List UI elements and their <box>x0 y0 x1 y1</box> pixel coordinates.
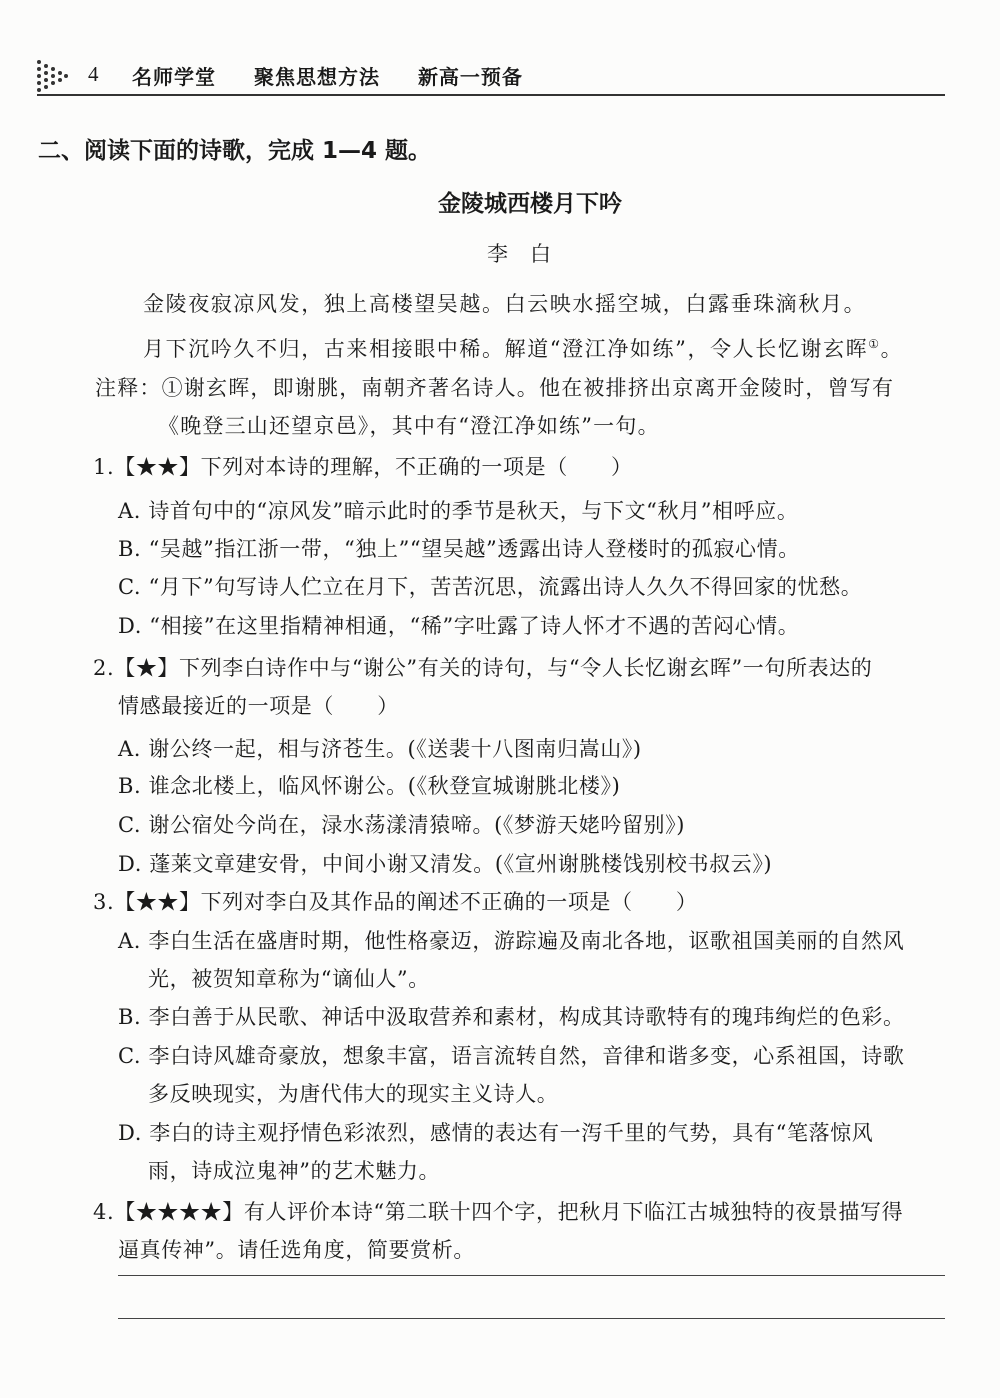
poem-line: 月下沉吟久不归，古来相接眼中稀。解道“澄江净如练”，令人长忆谢玄晖①。 <box>143 337 904 361</box>
answer-option[interactable]: B. 谁念北楼上，临风怀谢公。(《秋登宣城谢朓北楼》) <box>118 774 621 798</box>
footnote-marker: ① <box>868 337 881 351</box>
poem-title: 金陵城西楼月下吟 <box>438 191 622 217</box>
question-stem: 3.【★★】下列对李白及其作品的阐述不正确的一项是（ ） <box>93 890 698 914</box>
answer-line <box>118 1318 945 1319</box>
answer-option[interactable]: B. “吴越”指江浙一带，“独上”“望吴越”透露出诗人登楼时的孤寂心情。 <box>118 537 800 561</box>
answer-option[interactable]: B. 李白善于从民歌、神话中汲取营养和素材，构成其诗歌特有的瑰玮绚烂的色彩。 <box>118 1005 905 1029</box>
answer-option[interactable]: C. 谢公宿处今尚在，渌水荡漾清猿啼。(《梦游天姥吟留别》) <box>118 813 686 837</box>
dots-logo-icon <box>37 60 67 94</box>
question-stem: 4.【★★★★】有人评价本诗“第二联十四个字，把秋月下临江古城独特的夜景描写得 <box>93 1200 904 1224</box>
header-title <box>132 61 541 90</box>
answer-option[interactable]: A. 诗首句中的“凉风发”暗示此时的季节是秋天，与下文“秋月”相呼应。 <box>118 499 799 523</box>
poem-author: 李白 <box>487 242 573 266</box>
answer-option[interactable]: A. 谢公终一起，相与济苍生。(《送裴十八图南归嵩山》) <box>118 737 642 761</box>
poem-note: 《晚登三山还望京邑》，其中有“澄江净如练”一句。 <box>158 414 660 438</box>
answer-option[interactable]: C. 李白诗风雄奇豪放，想象丰富，语言流转自然，音律和谐多变，心系祖国，诗歌 <box>118 1044 905 1068</box>
question-stem: 情感最接近的一项是（ ） <box>118 694 399 718</box>
page-number: 4 <box>88 62 99 86</box>
poem-note: 注释：①谢玄晖，即谢朓，南朝齐著名诗人。他在被排挤出京离开金陵时，曾写有 <box>95 376 895 400</box>
header-title-part: 聚焦思想方法 <box>253 65 380 89</box>
answer-option[interactable]: D. 蓬莱文章建安骨，中间小谢又清发。(《宣州谢朓楼饯别校书叔云》) <box>118 852 773 876</box>
header-title-part: 新高一预备 <box>417 65 523 89</box>
header-rule <box>37 94 945 96</box>
answer-option[interactable]: 光，被贺知章称为“谪仙人”。 <box>148 967 430 991</box>
poem-line: 金陵夜寂凉风发，独上高楼望吴越。白云映水摇空城，白露垂珠滴秋月。 <box>143 292 867 316</box>
answer-option[interactable]: D. “相接”在这里指精神相通，“稀”字吐露了诗人怀才不遇的苦闷心情。 <box>118 614 800 638</box>
poem-line-text: 月下沉吟久不归，古来相接眼中稀。解道“澄江净如练”，令人长忆谢玄晖 <box>143 337 869 361</box>
answer-option[interactable]: 多反映现实，为唐代伟大的现实主义诗人。 <box>148 1082 559 1106</box>
answer-line <box>118 1275 945 1276</box>
question-stem: 逼真传神”。请任选角度，简要赏析。 <box>118 1238 475 1262</box>
answer-option[interactable]: 雨，诗成泣鬼神”的艺术魅力。 <box>148 1159 441 1183</box>
header-title-part: 名师学堂 <box>132 65 216 89</box>
section-heading: 二、阅读下面的诗歌，完成 1—4 题。 <box>38 138 432 164</box>
page-header <box>0 48 1000 98</box>
question-stem: 1.【★★】下列对本诗的理解，不正确的一项是（ ） <box>93 455 633 479</box>
answer-option[interactable]: A. 李白生活在盛唐时期，他性格豪迈，游踪遍及南北各地，讴歌祖国美丽的自然风 <box>118 929 905 953</box>
answer-option[interactable]: C. “月下”句写诗人伫立在月下，苦苦沉思，流露出诗人久久不得回家的忧愁。 <box>118 575 863 599</box>
answer-option[interactable]: D. 李白的诗主观抒情色彩浓烈，感情的表达有一泻千里的气势，具有“笔落惊风 <box>118 1121 874 1145</box>
question-stem: 2.【★】下列李白诗作中与“谢公”有关的诗句，与“令人长忆谢玄晖”一句所表达的 <box>93 656 873 680</box>
